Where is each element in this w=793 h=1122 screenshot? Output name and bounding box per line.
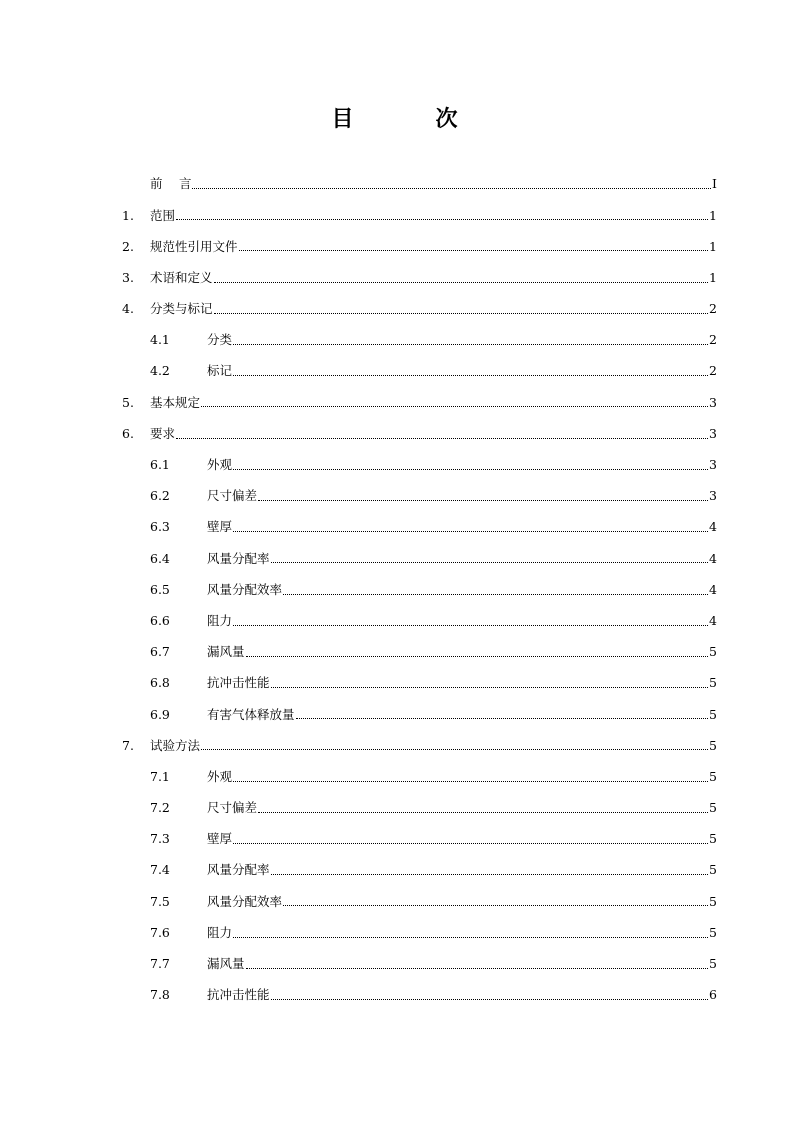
toc-entry[interactable] <box>122 450 717 481</box>
toc-dot-leader <box>283 594 708 595</box>
toc-entry[interactable] <box>122 949 717 980</box>
toc-entry-number: 7.5 <box>150 893 170 909</box>
toc-entry-number: 7.7 <box>150 956 170 972</box>
toc-entry-page-number: 3 <box>709 425 717 441</box>
toc-entry-page-number: 5 <box>709 737 717 753</box>
toc-entry-page-number: 5 <box>709 862 717 878</box>
table-of-contents <box>122 169 717 1011</box>
toc-entry-number: 7.6 <box>150 924 170 940</box>
toc-entry-page-number: 5 <box>709 924 717 940</box>
toc-entry-number: 6.5 <box>150 581 170 597</box>
toc-entry-page-number: 5 <box>709 956 717 972</box>
toc-entry[interactable] <box>122 762 717 793</box>
toc-dot-leader <box>176 438 708 439</box>
toc-dot-leader <box>214 313 709 314</box>
toc-dot-leader <box>283 905 708 906</box>
toc-entry[interactable] <box>122 356 717 387</box>
toc-entry-number: 7.2 <box>150 800 170 816</box>
toc-entry-number: 7.8 <box>150 987 170 1003</box>
toc-entry-label: 基本规定 <box>150 394 201 410</box>
toc-entry[interactable] <box>122 169 717 200</box>
toc-entry-number: 6.6 <box>150 612 170 628</box>
toc-entry-label: 风量分配效率 <box>207 893 283 909</box>
toc-entry-page-number: 4 <box>709 581 717 597</box>
toc-dot-leader <box>271 999 709 1000</box>
toc-entry[interactable] <box>122 668 717 699</box>
toc-dot-leader <box>176 219 708 220</box>
toc-entry-label: 范围 <box>150 207 176 223</box>
toc-entry-number: 6.7 <box>150 644 170 660</box>
toc-entry-page-number: 1 <box>709 238 717 254</box>
toc-dot-leader <box>233 344 708 345</box>
toc-entry[interactable] <box>122 512 717 543</box>
toc-dot-leader <box>233 625 708 626</box>
toc-entry-label: 试验方法 <box>150 737 201 753</box>
toc-entry-label: 分类与标记 <box>150 301 213 317</box>
toc-dot-leader <box>214 282 709 283</box>
toc-dot-leader <box>239 250 709 251</box>
toc-entry-number: 3. <box>122 269 134 285</box>
toc-entry-number: 1. <box>122 207 134 223</box>
toc-entry-label: 术语和定义 <box>150 269 213 285</box>
toc-entry-label: 风量分配率 <box>207 550 270 566</box>
toc-entry-page-number: 2 <box>709 363 717 379</box>
toc-entry-number: 7.4 <box>150 862 170 878</box>
toc-entry-label: 风量分配率 <box>207 862 270 878</box>
toc-dot-leader <box>201 406 708 407</box>
toc-entry-label: 外观 <box>207 768 233 784</box>
toc-entry[interactable] <box>122 918 717 949</box>
toc-entry-page-number: 3 <box>709 457 717 473</box>
toc-entry[interactable] <box>122 699 717 730</box>
toc-entry-label: 有害气体释放量 <box>207 706 295 722</box>
toc-entry[interactable] <box>122 855 717 886</box>
toc-entry-page-number: 5 <box>709 831 717 847</box>
toc-entry-page-number: 3 <box>709 488 717 504</box>
toc-entry[interactable] <box>122 637 717 668</box>
toc-entry[interactable] <box>122 387 717 418</box>
toc-entry[interactable] <box>122 980 717 1011</box>
toc-entry-page-number: 6 <box>709 987 717 1003</box>
toc-entry-page-number: 5 <box>709 800 717 816</box>
toc-entry-page-number: 4 <box>709 519 717 535</box>
toc-entry[interactable] <box>122 200 717 231</box>
toc-entry[interactable] <box>122 793 717 824</box>
toc-entry-number: 5. <box>122 394 134 410</box>
toc-entry-page-number: 5 <box>709 893 717 909</box>
toc-entry-label: 尺寸偏差 <box>207 488 258 504</box>
toc-entry-number: 6.9 <box>150 706 170 722</box>
toc-entry-page-number: 5 <box>709 644 717 660</box>
toc-entry-page-number: 5 <box>709 706 717 722</box>
toc-entry-number: 4. <box>122 301 134 317</box>
toc-entry[interactable] <box>122 481 717 512</box>
toc-entry[interactable] <box>122 325 717 356</box>
toc-entry-page-number: 5 <box>709 675 717 691</box>
toc-entry-page-number: I <box>712 176 717 192</box>
toc-entry-page-number: 4 <box>709 612 717 628</box>
toc-entry-page-number: 3 <box>709 394 717 410</box>
toc-entry-label: 漏风量 <box>207 644 245 660</box>
toc-entry-label: 漏风量 <box>207 956 245 972</box>
toc-entry[interactable] <box>122 263 717 294</box>
toc-entry-page-number: 4 <box>709 550 717 566</box>
toc-entry-page-number: 2 <box>709 332 717 348</box>
toc-dot-leader <box>233 375 708 376</box>
toc-entry-number: 7. <box>122 737 134 753</box>
toc-entry-label: 分类 <box>207 332 233 348</box>
toc-dot-leader <box>201 749 708 750</box>
toc-dot-leader <box>233 781 708 782</box>
toc-entry[interactable] <box>122 730 717 761</box>
toc-entry[interactable] <box>122 419 717 450</box>
toc-dot-leader <box>271 687 709 688</box>
toc-entry-label: 壁厚 <box>207 519 233 535</box>
toc-dot-leader <box>233 843 708 844</box>
toc-entry-number: 7.3 <box>150 831 170 847</box>
toc-entry-label: 抗冲击性能 <box>207 987 270 1003</box>
toc-entry-number: 6.2 <box>150 488 170 504</box>
toc-entry-number: 4.1 <box>150 332 170 348</box>
toc-dot-leader <box>233 469 708 470</box>
toc-dot-leader <box>233 531 708 532</box>
toc-dot-leader <box>233 937 708 938</box>
toc-entry-label: 标记 <box>207 363 233 379</box>
toc-dot-leader <box>258 500 708 501</box>
toc-entry-label: 前 言 <box>150 176 192 192</box>
toc-entry-label: 外观 <box>207 457 233 473</box>
toc-dot-leader <box>246 656 709 657</box>
toc-entry-label: 阻力 <box>207 924 233 940</box>
toc-dot-leader <box>246 968 709 969</box>
toc-entry-number: 6.3 <box>150 519 170 535</box>
toc-entry-page-number: 2 <box>709 301 717 317</box>
toc-entry-number: 6.4 <box>150 550 170 566</box>
toc-entry-page-number: 1 <box>709 207 717 223</box>
toc-dot-leader <box>271 874 709 875</box>
toc-entry-number: 2. <box>122 238 134 254</box>
toc-entry[interactable] <box>122 231 717 262</box>
toc-entry-label: 尺寸偏差 <box>207 800 258 816</box>
toc-entry-label: 抗冲击性能 <box>207 675 270 691</box>
toc-entry[interactable] <box>122 824 717 855</box>
toc-entry[interactable] <box>122 606 717 637</box>
toc-entry-number: 6.8 <box>150 675 170 691</box>
toc-entry-label: 规范性引用文件 <box>150 238 238 254</box>
toc-dot-leader <box>271 562 709 563</box>
toc-dot-leader <box>296 718 709 719</box>
toc-entry[interactable] <box>122 574 717 605</box>
toc-entry-number: 6. <box>122 425 134 441</box>
toc-entry[interactable] <box>122 543 717 574</box>
toc-entry-page-number: 5 <box>709 768 717 784</box>
toc-entry-number: 4.2 <box>150 363 170 379</box>
toc-entry-label: 风量分配效率 <box>207 581 283 597</box>
toc-dot-leader <box>258 812 708 813</box>
toc-entry-page-number: 1 <box>709 269 717 285</box>
toc-entry-label: 要求 <box>150 425 176 441</box>
toc-entry-label: 壁厚 <box>207 831 233 847</box>
toc-entry-number: 6.1 <box>150 457 170 473</box>
toc-entry-label: 阻力 <box>207 612 233 628</box>
toc-entry-number: 7.1 <box>150 768 170 784</box>
toc-dot-leader <box>192 188 711 189</box>
toc-entry[interactable] <box>122 886 717 917</box>
page-title: 目 次 <box>331 107 488 132</box>
toc-entry[interactable] <box>122 294 717 325</box>
